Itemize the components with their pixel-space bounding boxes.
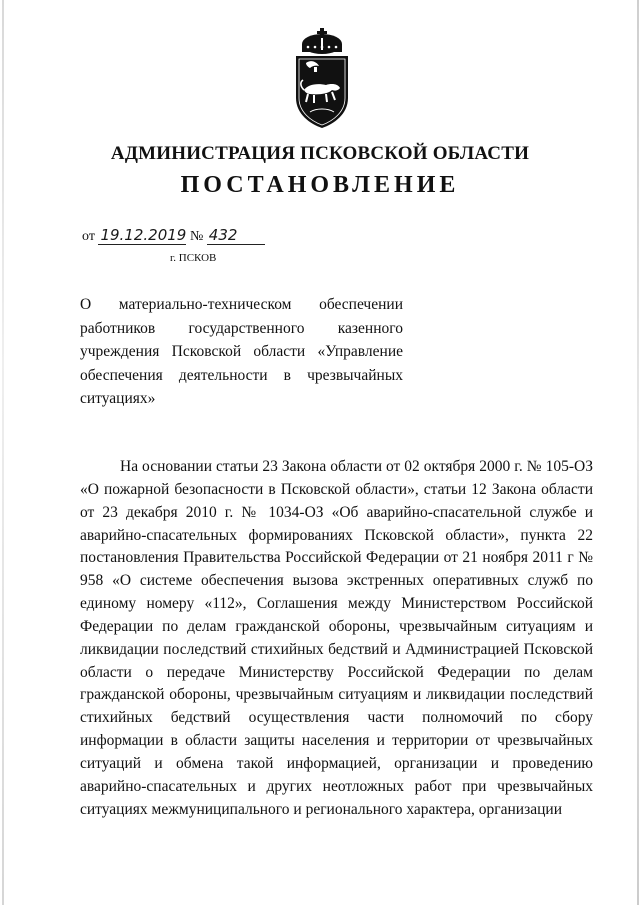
number-prefix: № bbox=[189, 229, 204, 244]
document-type-title: ПОСТАНОВЛЕНИЕ bbox=[180, 172, 460, 198]
document-number: 432 bbox=[207, 226, 265, 245]
document-details-line bbox=[82, 226, 265, 248]
document-body-paragraph: На основании статьи 23 Закона области от 02 октября 2000 г. № 105-ОЗ «О пожарной безопасности в Псковской области», статьи 12 Закона области от 23 декабря 2010 г. № 1034-ОЗ «Об аварийно-спасательной службе и аварийно-спасательных формированиях Псковской области», пункта 22 постановления Правительства Российской Федерации от 21 ноября 2011 г № 958 «О системе обеспечения вызова экстренных оперативных служб по единому номеру «112», Соглашения между Министерством Российской Федерации по делам гражданской обороны, чрезвычайным ситуациям и ликвидации последствий стихийных бедствий и Администрацией Псковской области о передаче Министерству Российской Федерации по делам гражданской обороны, чрезвычайным ситуациям и ликвидации последствий стихийных бедствий осуществления части полномочий по сбору информации в области защиты населения и территории от чрезвычайных ситуаций и обмена такой информацией, организации и проведению аварийно-спасательных и других неотложных работ при чрезвычайных ситуациях межмуниципального и регионального характера, организации bbox=[80, 458, 593, 818]
date-prefix: от bbox=[82, 229, 95, 244]
scan-edge-left bbox=[2, 0, 4, 905]
scan-edge-right bbox=[637, 0, 639, 905]
pskov-coat-of-arms-icon bbox=[284, 28, 360, 132]
organization-name: АДМИНИСТРАЦИЯ ПСКОВСКОЙ ОБЛАСТИ bbox=[110, 143, 530, 164]
document-subject: О материально-техническом обеспечении работников государственного казенного учреждения Псковской области «Управление обеспечения деятельности в чрезвычайных ситуациях» bbox=[80, 296, 403, 407]
document-date: 19.12.2019 bbox=[100, 226, 187, 244]
document-city: г. ПСКОВ bbox=[170, 252, 217, 264]
